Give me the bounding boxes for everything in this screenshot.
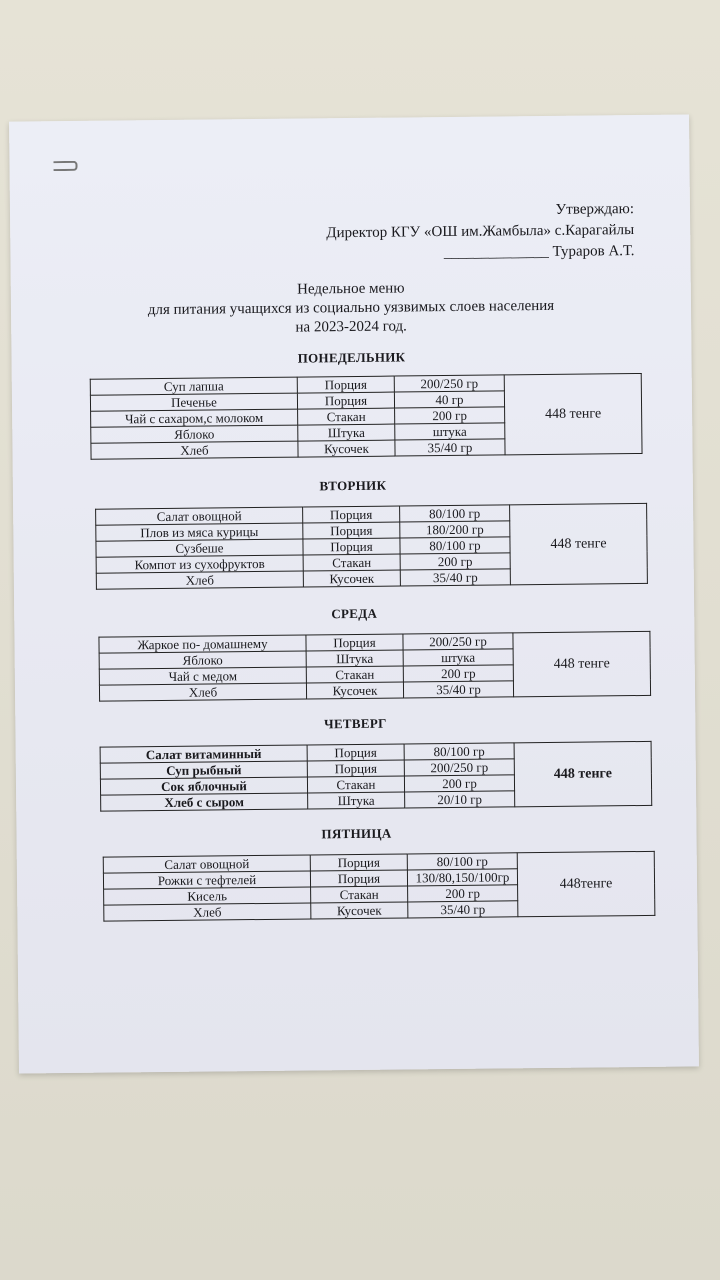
document-title <box>11 276 692 340</box>
dish-name: Хлеб <box>91 441 298 459</box>
dish-unit: Кусочек <box>306 682 403 699</box>
dish-quantity: 130/80,150/100гр <box>407 869 517 886</box>
dish-name: Сузбеше <box>96 539 303 557</box>
dish-quantity: 80/100 гр <box>407 853 517 870</box>
dish-unit: Порция <box>303 506 400 523</box>
dish-unit: Порция <box>297 376 394 393</box>
dish-quantity: 200/250 гр <box>394 375 504 392</box>
dish-name: Салат витаминный <box>100 745 307 763</box>
day-price: 448 тенге <box>510 503 648 584</box>
dish-unit: Порция <box>307 744 404 761</box>
dish-unit: Стакан <box>303 554 400 571</box>
dish-quantity: 200/250 гр <box>404 759 514 776</box>
dish-unit: Кусочек <box>298 440 395 457</box>
dish-name: Сок яблочный <box>100 777 307 795</box>
dish-name: Печенье <box>90 393 297 411</box>
dish-quantity: 180/200 гр <box>400 521 510 538</box>
dish-quantity: 40 гр <box>394 391 504 408</box>
day-heading-monday: ПОНЕДЕЛЬНИК <box>297 349 406 366</box>
dish-quantity: 80/100 гр <box>400 505 510 522</box>
dish-name: Яблоко <box>91 425 298 443</box>
menu-table-monday <box>90 373 643 460</box>
approval-heading: Утверждаю: <box>555 201 635 218</box>
menu-table-thursday <box>100 741 653 812</box>
dish-quantity: 20/10 гр <box>405 791 515 808</box>
menu-table-wednesday <box>98 631 651 702</box>
day-heading-thursday: ЧЕТВЕРГ <box>323 715 387 732</box>
staple-icon <box>53 161 77 171</box>
day-heading-friday: ПЯТНИЦА <box>321 825 392 842</box>
dish-quantity: штука <box>395 423 505 440</box>
menu-table-tuesday <box>95 503 648 590</box>
approval-signature: ______________ Тураров А.Т. <box>443 243 635 262</box>
dish-unit: Стакан <box>306 666 403 683</box>
dish-name: Суп лапша <box>90 377 297 395</box>
dish-quantity: 35/40 гр <box>395 439 505 456</box>
dish-quantity: 35/40 гр <box>403 681 513 698</box>
dish-quantity: 80/100 гр <box>400 537 510 554</box>
dish-unit: Порция <box>306 634 403 651</box>
dish-name: Салат овощной <box>103 855 310 873</box>
dish-quantity: 200 гр <box>404 775 514 792</box>
dish-unit: Штука <box>298 424 395 441</box>
dish-quantity: штука <box>403 649 513 666</box>
dish-quantity: 200 гр <box>400 553 510 570</box>
dish-unit: Стакан <box>311 886 408 903</box>
dish-unit: Порция <box>310 854 407 871</box>
dish-quantity: 80/100 гр <box>404 743 514 760</box>
dish-quantity: 200 гр <box>403 665 513 682</box>
dish-unit: Порция <box>297 392 394 409</box>
day-heading-tuesday: ВТОРНИК <box>319 477 387 494</box>
dish-name: Хлеб <box>104 903 311 921</box>
title-line-2: для питания учащихся из социально уязвимых слоев населения <box>147 297 555 319</box>
dish-unit: Порция <box>310 870 407 887</box>
dish-name: Чай с сахаром,с молоком <box>91 409 298 427</box>
dish-name: Чай с медом <box>99 667 306 685</box>
dish-unit: Кусочек <box>303 570 400 587</box>
day-price: 448 тенге <box>514 741 652 806</box>
dish-name: Кисель <box>104 887 311 905</box>
dish-quantity: 35/40 гр <box>408 901 518 918</box>
dish-quantity: 200/250 гр <box>403 633 513 650</box>
dish-unit: Кусочек <box>311 902 408 919</box>
dish-quantity: 200 гр <box>395 407 505 424</box>
day-price: 448тенге <box>517 851 655 916</box>
approval-director: Директор КГУ «ОШ им.Жамбыла» с.Карагайлы <box>326 222 635 242</box>
day-price: 448 тенге <box>504 373 642 454</box>
dish-quantity: 35/40 гр <box>400 569 510 586</box>
dish-unit: Штука <box>306 650 403 667</box>
dish-unit: Порция <box>303 522 400 539</box>
dish-name: Суп рыбный <box>100 761 307 779</box>
dish-name: Яблоко <box>99 651 306 669</box>
dish-name: Плов из мяса курицы <box>96 523 303 541</box>
title-line-1: Недельное меню <box>297 280 405 298</box>
day-heading-wednesday: СРЕДА <box>331 605 378 622</box>
menu-sheet <box>9 114 699 1073</box>
dish-unit: Штука <box>308 792 405 809</box>
dish-unit: Стакан <box>298 408 395 425</box>
title-line-3: на 2023-2024 год. <box>295 318 407 336</box>
dish-name: Рожки с тефтелей <box>103 871 310 889</box>
dish-name: Салат овощной <box>96 507 303 525</box>
day-price: 448 тенге <box>513 631 651 696</box>
dish-name: Хлеб <box>96 571 303 589</box>
dish-quantity: 200 гр <box>408 885 518 902</box>
dish-name: Компот из сухофруктов <box>96 555 303 573</box>
dish-name: Хлеб <box>99 683 306 701</box>
dish-unit: Стакан <box>307 776 404 793</box>
approval-block <box>326 199 635 265</box>
dish-unit: Порция <box>303 538 400 555</box>
menu-table-friday <box>103 851 656 922</box>
dish-name: Хлеб с сыром <box>101 793 308 811</box>
dish-name: Жаркое по- домашнему <box>99 635 306 653</box>
dish-unit: Порция <box>307 760 404 777</box>
